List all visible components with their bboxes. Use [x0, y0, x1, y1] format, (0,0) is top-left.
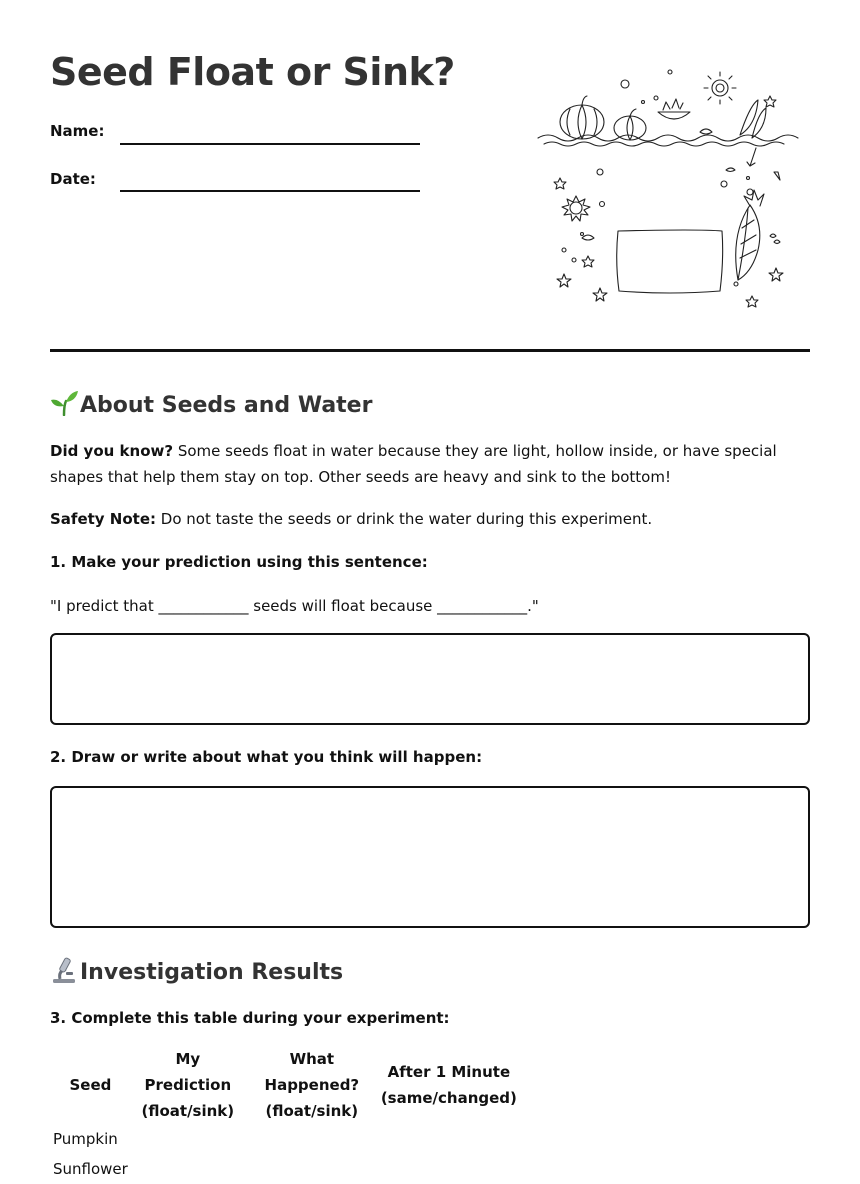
results-table [50, 1046, 519, 1184]
prediction-sentence-frame: "I predict that ____________ seeds will float because ____________." [50, 597, 539, 615]
drawing-answer-box[interactable] [50, 786, 810, 928]
prediction-cell[interactable] [131, 1154, 245, 1184]
question-1: 1. Make your prediction using this sentence: [50, 553, 428, 571]
prediction-answer-box[interactable] [50, 633, 810, 725]
after-minute-cell[interactable] [379, 1124, 519, 1154]
date-label: Date: [50, 170, 96, 188]
question-2: 2. Draw or write about what you think will happen: [50, 748, 483, 766]
table-row [50, 1154, 519, 1184]
safety-note-paragraph [50, 506, 810, 532]
column-header-prediction: My Prediction (float/sink) [141, 1050, 235, 1120]
did-you-know-paragraph [50, 438, 810, 490]
table-row [50, 1124, 519, 1154]
safety-note-label: Safety Note: [50, 510, 156, 528]
result-cell[interactable] [245, 1124, 379, 1154]
about-heading [50, 390, 372, 422]
about-heading-text: About Seeds and Water [80, 393, 373, 418]
date-line[interactable] [120, 190, 420, 192]
seed-name-cell: Pumpkin [53, 1130, 118, 1148]
safety-note-text: Do not taste the seeds or drink the water during this experiment. [156, 510, 653, 528]
column-header-after-1-minute: After 1 Minute (same/changed) [380, 1063, 517, 1107]
page-title: Seed Float or Sink? [50, 50, 455, 94]
question-3: 3. Complete this table during your experiment: [50, 1009, 450, 1027]
seeds-illustration [530, 60, 810, 310]
results-header-row [50, 1046, 519, 1124]
microscope-icon [50, 956, 80, 990]
column-header-what-happened: What Happened? (float/sink) [264, 1050, 360, 1120]
did-you-know-label: Did you know? [50, 442, 174, 460]
column-header-seed: Seed [69, 1076, 112, 1094]
name-label: Name: [50, 122, 105, 140]
prediction-cell[interactable] [131, 1124, 245, 1154]
name-line[interactable] [120, 143, 420, 145]
did-you-know-text: Some seeds float in water because they are light, hollow inside, or have special shapes that help them stay on top. Other seeds are heavy and sink to the bottom! [50, 442, 777, 486]
seedling-icon [50, 390, 80, 422]
investigation-heading [50, 956, 343, 990]
after-minute-cell[interactable] [379, 1154, 519, 1184]
header-divider [50, 349, 810, 352]
result-cell[interactable] [245, 1154, 379, 1184]
seed-name-cell: Sunflower [53, 1160, 128, 1178]
investigation-heading-text: Investigation Results [80, 960, 344, 985]
